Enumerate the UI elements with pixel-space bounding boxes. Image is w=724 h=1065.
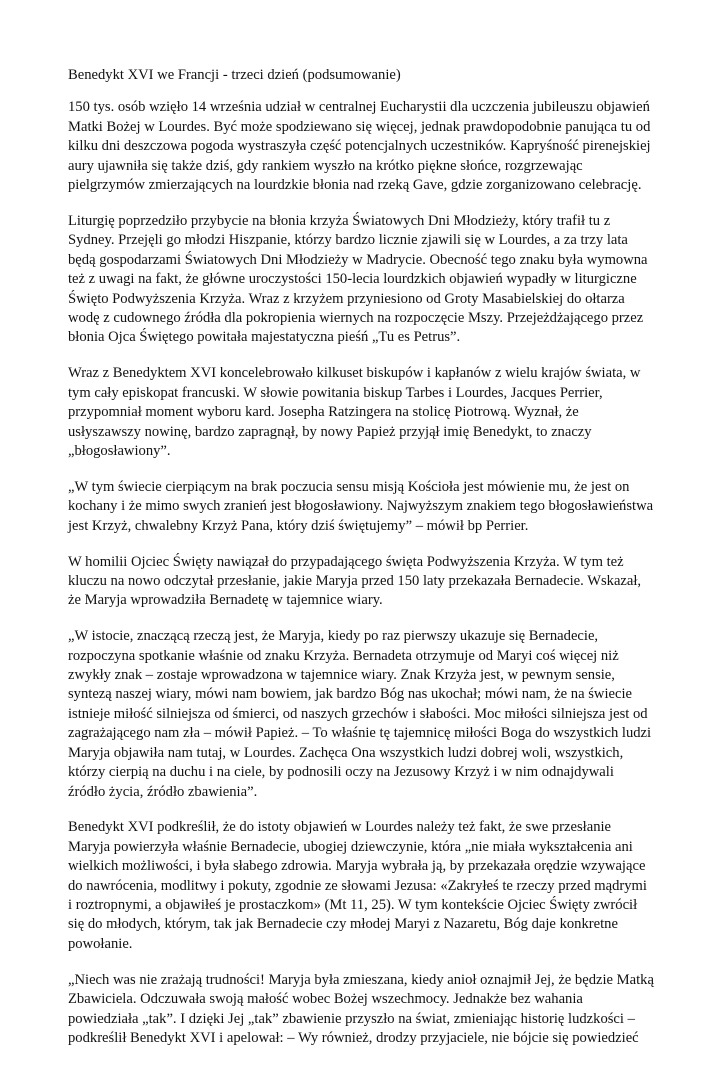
paragraph: [68, 627, 668, 802]
text-line: źródło życia, źródło zbawienia”.: [68, 783, 258, 800]
paragraph: [68, 478, 668, 536]
text-line: Wraz z Benedyktem XVI koncelebrowało kilkuset biskupów i kapłanów z wielu krajów świata, w: [68, 365, 641, 382]
document-body: [68, 98, 668, 1048]
text-line: wielkich możliwości, i była słabego zdrowia. Maryja wybrała ją, by przekazała orędzie wzywające: [68, 858, 646, 875]
text-line: którzy cierpią na duchu i na ciele, by podnosili oczy na Jezusowy Krzyż i w nim odnajdywali: [68, 764, 614, 781]
text-line: istnieje miłość silniejsza od śmierci, od naszych grzechów i słabości. Moc miłości silniejsza jest od: [68, 705, 648, 722]
text-line: Święto Podwyższenia Krzyża. Wraz z krzyżem przyniesiono od Groty Masabielskiej do ołtarza: [68, 290, 625, 307]
text-line: Maryja objawiła nam tutaj, w Lourdes. Zachęca Ona wszystkich ludzi dobrej woli, wszystkich,: [68, 744, 624, 761]
text-line: się do młodych, którym, tak jak Bernadecie czy młodej Maryi z Nazaretu, Bóg daje konkretne: [68, 916, 618, 933]
paragraph: [68, 971, 668, 1049]
paragraph: [68, 212, 668, 348]
text-line: tym cały episkopat francuski. W słowie powitania biskup Tarbes i Lourdes, Jacques Perrier,: [68, 384, 603, 401]
text-line: powołanie.: [68, 935, 133, 952]
paragraph: [68, 364, 668, 461]
text-line: „W istocie, znaczącą rzeczą jest, że Maryja, kiedy po raz pierwszy ukazuje się Bernadecie,: [68, 628, 599, 645]
text-line: usłyszawszy nowinę, bardzo zapragnął, by nowy Papież przyjął imię Benedykt, to znaczy: [68, 423, 592, 440]
text-line: „błogosławiony”.: [68, 442, 171, 459]
text-line: pielgrzymów zmierzających na lourdzkie błonia nad rzeką Gave, gdzie zorganizowano celebrację.: [68, 177, 642, 194]
text-line: błonia Ojca Świętego powitała majestatyczna pieśń „Tu es Petrus”.: [68, 329, 461, 346]
paragraph: [68, 818, 668, 954]
text-line: „W tym świecie cierpiącym na brak poczucia sensu misją Kościoła jest mówienie mu, że jest on: [68, 478, 630, 495]
document-page: [68, 66, 668, 1065]
text-line: też z uwagi na fakt, że główne uroczystości 150-lecia lourdzkich objawień wypadły w liturgiczne: [68, 271, 637, 288]
text-line: Maryja powierzyła właśnie Bernadecie, ubogiej dziewczynie, która „nie miała wykształcenia ani: [68, 838, 633, 855]
text-line: 150 tys. osób wzięło 14 września udział w centralnej Eucharystii dla uczczenia jubileuszu objawień: [68, 99, 650, 116]
text-line: do nawrócenia, modlitwy i pokuty, zgodnie ze słowami Jezusa: «Zakryłeś te rzeczy przed mądrymi: [68, 877, 647, 894]
text-line: Zbawiciela. Odczuwała swoją małość wobec Bożej wszechmocy. Jednakże bez wahania: [68, 991, 583, 1008]
text-line: „Niech was nie zrażają trudności! Maryja była zmieszana, kiedy anioł oznajmił Jej, że będzie Matką: [68, 971, 654, 988]
text-line: syntezą naszej wiary, mówi nam bowiem, jak bardzo Bóg nas ukochał; mówi nam, że na świecie: [68, 686, 632, 703]
text-line: rozpoczyna spotkanie właśnie od znaku Krzyża. Bernadeta otrzymuje od Maryi coś więcej niż: [68, 647, 619, 664]
text-line: podkreślił Benedykt XVI i apelował: – Wy również, drodzy przyjaciele, nie bójcie się powiedzieć: [68, 1029, 639, 1046]
text-line: jest Krzyż, chwalebny Krzyż Pana, który dziś świętujemy” – mówił bp Perrier.: [68, 517, 529, 534]
text-line: będą gospodarzami Światowych Dni Młodzieży w Madrycie. Obecność tego znaku była wymowna: [68, 251, 648, 268]
text-line: kochany i że mimo swych zranień jest błogosławiony. Najwyższym znakiem tego błogosławieństwa: [68, 498, 654, 515]
text-line: kilku dni deszczowa pogoda wystraszyła część potencjalnych uczestników. Kapryśność pirenejskiej: [68, 138, 651, 155]
text-line: przypomniał moment wyboru kard. Josepha Ratzingera na stolicę Piotrową. Wyznał, że: [68, 404, 579, 421]
text-line: zwykły znak – zostaje wprowadzona w tajemnice wiary. Znak Krzyża jest, w pewnym sensie,: [68, 667, 615, 684]
text-line: W homilii Ojciec Święty nawiązał do przypadającego święta Podwyższenia Krzyża. W tym też: [68, 553, 624, 570]
text-line: zagrażającego nam zła – mówił Papież. – To właśnie tę tajemnicę miłości Boga do wszystkich ludzi: [68, 725, 652, 742]
document-title: Benedykt XVI we Francji - trzeci dzień (podsumowanie): [68, 67, 401, 83]
text-line: Benedykt XVI podkreślił, że do istoty objawień w Lourdes należy też fakt, że swe przesłanie: [68, 819, 612, 836]
text-line: Matki Bożej w Lourdes. Być może spodziewano się więcej, jednak prawdopodobnie panująca tu od: [68, 118, 651, 135]
text-line: i roztropnymi, a objawiłeś je prostaczkom» (Mt 11, 25). W tym kontekście Ojciec Święty zwrócił: [68, 897, 638, 914]
text-line: kluczu na nowo odczytał przesłanie, jakie Maryja przed 150 laty przekazała Bernadecie. Wskazał,: [68, 572, 642, 589]
text-line: że Maryja wprowadziła Bernadetę w tajemnice wiary.: [68, 592, 383, 609]
text-line: Liturgię poprzedziło przybycie na błonia krzyża Światowych Dni Młodzieży, który trafił tu z: [68, 212, 611, 229]
paragraph: [68, 98, 668, 195]
text-line: powiedziała „tak”. I dzięki Jej „tak” zbawienie przyszło na świat, zmieniając historię ludzkości –: [68, 1010, 635, 1027]
text-line: aury ujawniła się także dziś, gdy rankiem wyszło na krótko piękne słońce, rozgrzewając: [68, 157, 583, 174]
paragraph: [68, 553, 668, 611]
text-line: Sydney. Przejęli go młodzi Hiszpanie, którzy bardzo licznie zjawili się w Lourdes, a za trzy lata: [68, 232, 628, 249]
text-line: wodę z cudownego źródła dla pokropienia wiernych na rozpoczęcie Mszy. Przejeżdżającego przez: [68, 309, 644, 326]
